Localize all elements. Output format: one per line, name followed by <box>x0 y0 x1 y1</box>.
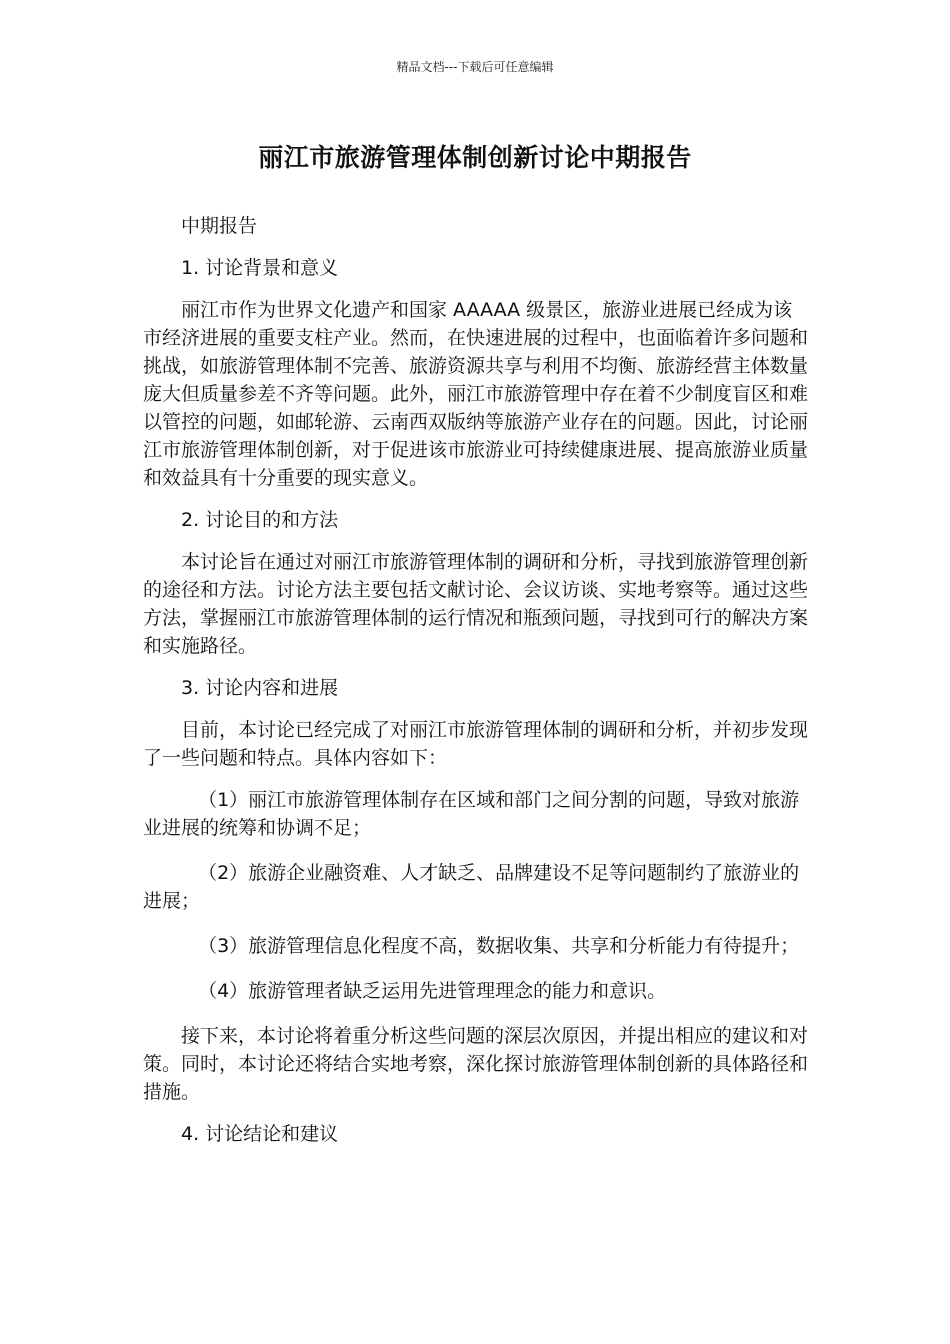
paragraph-progress-outro: 接下来，本讨论将着重分析这些问题的深层次原因，并提出相应的建议和对策。同时，本讨论还将结合实地考察，深化探讨旅游管理体制创新的具体路径和措施。 <box>143 1025 809 1103</box>
document-body <box>143 212 808 1148</box>
paragraph-progress-intro: 目前，本讨论已经完成了对丽江市旅游管理体制的调研和分析，并初步发现了一些问题和特点。具体内容如下： <box>143 719 809 769</box>
section-heading-progress: 3. 讨论内容和进展 <box>181 677 339 699</box>
list-item: （3）旅游管理信息化程度不高，数据收集、共享和分析能力有待提升； <box>198 935 800 957</box>
section-heading-purpose: 2. 讨论目的和方法 <box>181 509 339 531</box>
document-title: 丽江市旅游管理体制创新讨论中期报告 <box>258 143 692 172</box>
list-item: （4）旅游管理者缺乏运用先进管理理念的能力和意识。 <box>198 980 667 1002</box>
list-item: （2）旅游企业融资难、人才缺乏、品牌建设不足等问题制约了旅游业的进展； <box>143 862 800 912</box>
section-heading-conclusion: 4. 讨论结论和建议 <box>181 1123 339 1145</box>
section-heading-background: 1. 讨论背景和意义 <box>181 257 339 279</box>
document-subtitle: 中期报告 <box>181 215 258 237</box>
paragraph-background: 丽江市作为世界文化遗产和国家 AAAAA 级景区，旅游业进展已经成为该市经济进展的重要支柱产业。然而，在快速进展的过程中，也面临着许多问题和挑战，如旅游管理体制不完善、旅游资源共享与利用不均衡、旅游经营主体数量庞大但质量参差不齐等问题。此外，丽江市旅游管理中存在着不少制度盲区和难以管控的问题，如邮轮游、云南西双版纳等旅游产业存在的问题。因此，讨论丽江市旅游管理体制创新，对于促进该市旅游业可持续健康进展、提高旅游业质量和效益具有十分重要的现实意义。 <box>143 299 809 489</box>
header-note: 精品文档---下载后可任意编辑 <box>396 60 554 74</box>
list-item: （1）丽江市旅游管理体制存在区域和部门之间分割的问题，导致对旅游业进展的统筹和协调不足； <box>143 789 800 839</box>
paragraph-purpose: 本讨论旨在通过对丽江市旅游管理体制的调研和分析，寻找到旅游管理创新的途径和方法。讨论方法主要包括文献讨论、会议访谈、实地考察等。通过这些方法，掌握丽江市旅游管理体制的运行情况和瓶颈问题，寻找到可行的解决方案和实施路径。 <box>143 551 809 657</box>
